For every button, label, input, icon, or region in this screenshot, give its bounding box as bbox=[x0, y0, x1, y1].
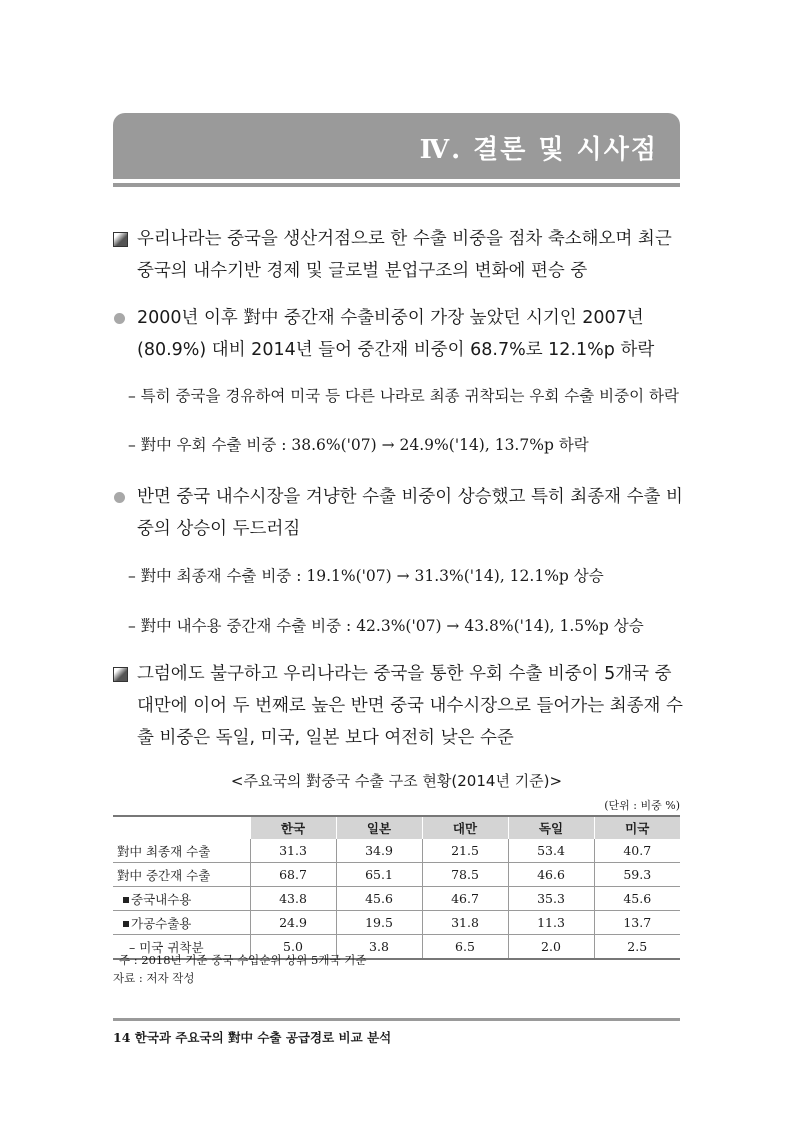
square-bullet-icon bbox=[113, 223, 128, 258]
subpoint-1: – 특히 중국을 경유하여 미국 등 다른 나라로 최종 귀착되는 우회 수출 비중이 하락 bbox=[128, 387, 679, 405]
table-cell: 13.7 bbox=[594, 911, 680, 935]
paragraph-1: 우리나라는 중국을 생산거점으로 한 수출 비중을 점차 축소해오며 최근 중국의 내수기반 경제 및 글로벌 분업구조의 변화에 편승 중 bbox=[113, 223, 683, 287]
table-cell: 46.6 bbox=[508, 863, 594, 887]
subpoint-2: – 對中 우회 수출 비중 : 38.6%('07) → 24.9%('14), 13.7%p 하락 bbox=[128, 436, 589, 454]
running-title: 한국과 주요국의 對中 수출 공급경로 비교 분석 bbox=[134, 1030, 392, 1045]
row-label: – 미국 귀착분 bbox=[113, 935, 250, 960]
table-cell: 45.6 bbox=[336, 887, 422, 911]
table-cell: 65.1 bbox=[336, 863, 422, 887]
table-cell: 45.6 bbox=[594, 887, 680, 911]
circle-bullet-icon bbox=[113, 481, 125, 514]
table-cell: 46.7 bbox=[422, 887, 508, 911]
table-cell: 43.8 bbox=[250, 887, 336, 911]
column-header: 일본 bbox=[336, 816, 422, 839]
subpoint-3: – 對中 최종재 수출 비중 : 19.1%('07) → 31.3%('14), 12.1%p 상승 bbox=[128, 567, 604, 585]
table-cell: 59.3 bbox=[594, 863, 680, 887]
column-header: 대만 bbox=[422, 816, 508, 839]
page-footer bbox=[113, 1028, 391, 1046]
section-title: Ⅳ. 결론 및 시사점 bbox=[419, 135, 658, 165]
table-row bbox=[113, 911, 680, 935]
footer-divider bbox=[113, 1018, 680, 1021]
paragraph-3: 반면 중국 내수시장을 겨냥한 수출 비중이 상승했고 특히 최종재 수출 비중의 상승이 두드러짐 bbox=[113, 481, 683, 545]
subpoint-4: – 對中 내수용 중간재 수출 비중 : 42.3%('07) → 43.8%('14), 1.5%p 상승 bbox=[128, 617, 644, 635]
table-cell: 11.3 bbox=[508, 911, 594, 935]
column-header: 독일 bbox=[508, 816, 594, 839]
page-number: 14 bbox=[113, 1030, 131, 1045]
table-cell: 31.3 bbox=[250, 839, 336, 863]
row-label: 가공수출용 bbox=[113, 911, 250, 935]
header-divider bbox=[113, 183, 680, 187]
table-cell: 21.5 bbox=[422, 839, 508, 863]
paragraph-2: 2000년 이후 對中 중간재 수출비중이 가장 높았던 시기인 2007년 (80.9%) 대비 2014년 들어 중간재 비중이 68.7%로 12.1%p 하락 bbox=[113, 302, 683, 366]
small-square-bullet-icon bbox=[123, 921, 129, 927]
table-cell: 68.7 bbox=[250, 863, 336, 887]
row-label: 중국내수용 bbox=[113, 887, 250, 911]
table-row bbox=[113, 887, 680, 911]
table-unit: (단위 : 비중 %) bbox=[604, 799, 680, 812]
table-cell: 31.8 bbox=[422, 911, 508, 935]
table-note: 주 : 2018년 기준 중국 수입순위 상위 5개국 기준 bbox=[119, 953, 367, 967]
table-cell: 34.9 bbox=[336, 839, 422, 863]
table-cell: 5.0 bbox=[250, 935, 336, 960]
table-cell: 35.3 bbox=[508, 887, 594, 911]
column-header: 한국 bbox=[250, 816, 336, 839]
table-source: 자료 : 저자 작성 bbox=[113, 971, 195, 985]
square-bullet-icon bbox=[113, 658, 128, 693]
row-label: 對中 최종재 수출 bbox=[113, 839, 250, 863]
table-row bbox=[113, 839, 680, 863]
table-row bbox=[113, 863, 680, 887]
table-cell: 78.5 bbox=[422, 863, 508, 887]
small-square-bullet-icon bbox=[123, 897, 129, 903]
table-cell: 40.7 bbox=[594, 839, 680, 863]
section-header bbox=[113, 113, 680, 179]
table-cell: 2.5 bbox=[594, 935, 680, 960]
export-structure-table bbox=[113, 815, 680, 960]
circle-bullet-icon bbox=[113, 302, 125, 335]
table-cell: 3.8 bbox=[336, 935, 422, 960]
table-header-row bbox=[113, 816, 680, 839]
paragraph-4: 그럼에도 불구하고 우리나라는 중국을 통한 우회 수출 비중이 5개국 중 대만에 이어 두 번째로 높은 반면 중국 내수시장으로 들어가는 최종재 수출 비중은 독일, 미국, 일본 보다 여전히 낮은 수준 bbox=[113, 658, 683, 754]
table-caption: <주요국의 對중국 수출 구조 현황(2014년 기준)> bbox=[230, 772, 563, 790]
table-cell: 24.9 bbox=[250, 911, 336, 935]
row-label: 對中 중간재 수출 bbox=[113, 863, 250, 887]
table-cell: 2.0 bbox=[508, 935, 594, 960]
table-cell: 19.5 bbox=[336, 911, 422, 935]
table-corner bbox=[113, 816, 250, 839]
column-header: 미국 bbox=[594, 816, 680, 839]
table-cell: 53.4 bbox=[508, 839, 594, 863]
table-cell: 6.5 bbox=[422, 935, 508, 960]
